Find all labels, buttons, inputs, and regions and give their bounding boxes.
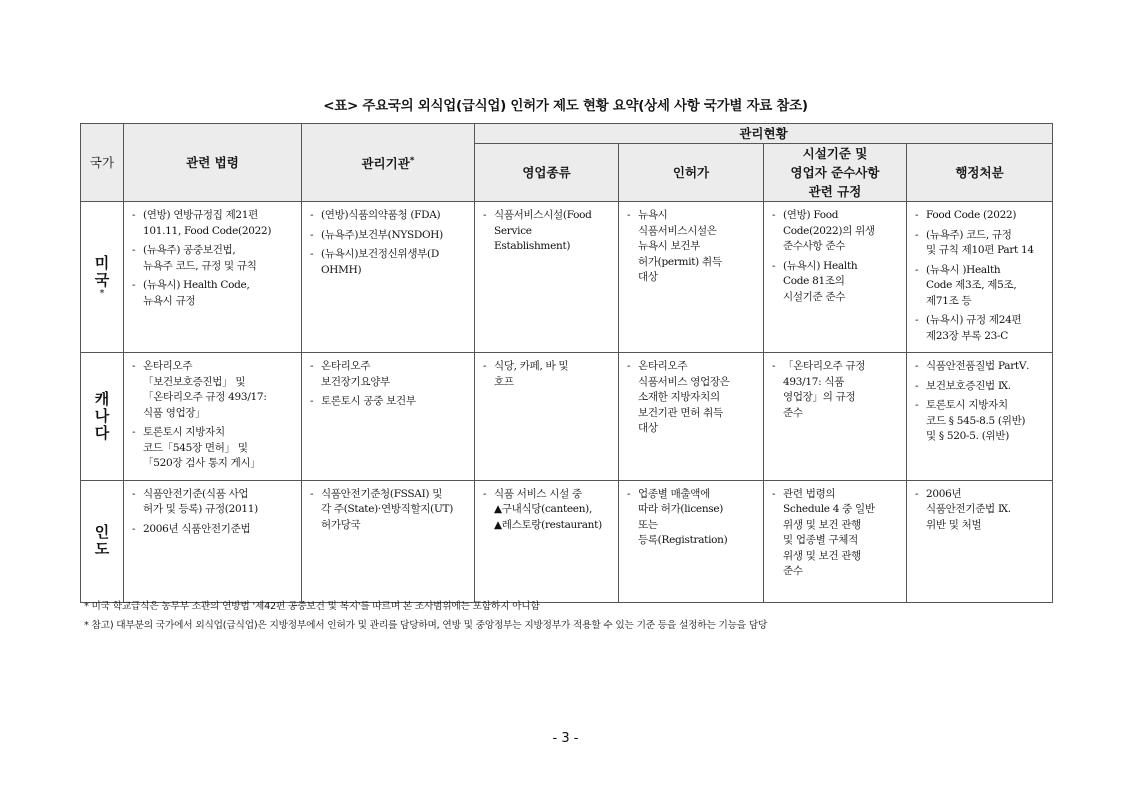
list-item: - 관련 법령의 Schedule 4 중 일반 위생 및 보건 관행 및 업종별 구체적 위생 및 보건 관행 준수 [771, 487, 900, 580]
law-cell [124, 353, 302, 481]
list-item: - (뉴욕시) Health Code 81조의 시설기준 준수 [771, 259, 900, 306]
agency-cell [302, 353, 475, 481]
table-row [81, 353, 1053, 481]
country-char: 미 [94, 254, 110, 272]
law-list [124, 481, 301, 546]
admin-cell [907, 202, 1053, 353]
admin-cell [907, 480, 1053, 602]
list-item: - Food Code (2022) [914, 208, 1046, 224]
header-law: 관련 법령 [124, 124, 302, 202]
list-item: - 업종별 매출액에 따라 허가(license) 또는 등록(Registration) [626, 487, 757, 549]
agency-cell [302, 480, 475, 602]
country-char: 국 [94, 271, 110, 289]
law-list [124, 202, 301, 317]
list-item: - 「온타리오주 규정 493/17: 식품 영업장」의 규정 준수 [771, 359, 900, 421]
header-admin: 행정처분 [907, 144, 1053, 202]
license-cell [619, 480, 764, 602]
list-item: - 식품안전품질법 PartⅤ. [914, 359, 1046, 375]
law-list [124, 353, 301, 480]
business-cell [475, 480, 619, 602]
business-list [475, 481, 618, 542]
list-item: - (뉴욕주) 코드, 규정 및 규칙 제10편 Part 14 [914, 228, 1046, 259]
list-item: - 토론토시 지방자치 코드 § 545-8.5 (위반) 및 § 520-5. (위반) [914, 398, 1046, 445]
country-cell [81, 480, 124, 602]
list-item: - 식당, 카페, 바 및 호프 [482, 359, 612, 390]
country-footnote-mark: * [99, 288, 105, 299]
list-item: - 식품 서비스 시설 중 ▲구내식당(canteen), ▲레스토랑(restaurant) [482, 487, 612, 534]
agency-cell [302, 202, 475, 353]
header-agency-mark: * [409, 155, 415, 166]
footnote-2: * 참고) 대부분의 국가에서 외식업(급식업)은 지방정부에서 인허가 및 관리를 담당하며, 연방 및 중앙정부는 지방정부가 적용할 수 있는 기준 등을 설정하는 기능을 담당 [84, 620, 768, 631]
page-number: - 3 - [552, 731, 579, 746]
table-row [81, 202, 1053, 353]
list-item: - (뉴욕주) 공중보건법, 뉴욕주 코드, 규정 및 규칙 [131, 243, 295, 274]
country-char: 나 [94, 406, 110, 425]
list-item: - (연방) 연방규정집 제21편 101.11, Food Code(2022) [131, 208, 295, 239]
list-item: - (뉴욕시) Health Code, 뉴욕시 규정 [131, 278, 295, 309]
license-cell [619, 353, 764, 481]
header-group: 관리현황 [475, 124, 1053, 144]
regulation-summary-table [80, 123, 1053, 603]
law-cell [124, 480, 302, 602]
admin-list [907, 353, 1052, 453]
admin-list [907, 481, 1052, 542]
facility-list [764, 353, 906, 429]
law-cell [124, 202, 302, 353]
country-cell [81, 202, 124, 353]
admin-list [907, 202, 1052, 352]
list-item: - (뉴욕시)보건정신위생부(D OHMH) [309, 247, 468, 278]
list-item: - (뉴욕주)보건부(NYSDOH) [309, 228, 468, 244]
license-list [619, 353, 763, 445]
list-item: - 온타리오주 보건장기요양부 [309, 359, 468, 390]
list-item: - (뉴욕시 )Health Code 제3조, 제5조, 제71조 등 [914, 263, 1046, 310]
list-item: - 온타리오주 「보건보호증진법」 및 「온타리오주 규정 493/17: 식품 영업장」 [131, 359, 295, 421]
facility-cell [764, 353, 907, 481]
business-cell [475, 353, 619, 481]
list-item: - 온타리오주 식품서비스 영업장은 소재한 지방자치의 보건기관 면허 취득 대상 [626, 359, 757, 437]
license-cell [619, 202, 764, 353]
agency-list [302, 481, 474, 542]
license-list [619, 481, 763, 557]
header-agency-label: 관리기관 [361, 156, 410, 172]
list-item: - 2006년 식품안전기준법 Ⅸ. 위반 및 처벌 [914, 487, 1046, 534]
license-list [619, 202, 763, 294]
header-agency [302, 124, 475, 202]
header-license: 인허가 [619, 144, 764, 202]
facility-cell [764, 480, 907, 602]
list-item: - 토론토시 지방자치 코드「545장 면허」 및 「520장 검사 통지 게시」 [131, 425, 295, 472]
list-item: - (연방)식품의약품청 (FDA) [309, 208, 468, 224]
country-cell [81, 353, 124, 481]
list-item: - 토론토시 공중 보건부 [309, 394, 468, 410]
facility-list [764, 202, 906, 313]
country-char: 캐 [94, 389, 110, 408]
business-list [475, 353, 618, 398]
list-item: - 식품안전기준청(FSSAI) 및 각 주(State)·연방직할지(UT) 허가당국 [309, 487, 468, 534]
country-char: 인 [94, 523, 110, 541]
country-char: 도 [94, 540, 110, 558]
country-char: 다 [94, 423, 110, 442]
list-item: - 식품서비스시설(Food Service Establishment) [482, 208, 612, 255]
list-item: - 뉴욕시 식품서비스시설은 뉴욕시 보건부 허가(permit) 취득 대상 [626, 208, 757, 286]
list-item: - 2006년 식품안전기준법 [131, 522, 295, 538]
business-list [475, 202, 618, 263]
header-country: 국가 [81, 124, 124, 202]
agency-list [302, 202, 474, 286]
business-cell [475, 202, 619, 353]
table-row [81, 480, 1053, 602]
facility-list [764, 481, 906, 588]
list-item: - 식품안전기준(식품 사업 허가 및 등록) 규정(2011) [131, 487, 295, 518]
admin-cell [907, 353, 1053, 481]
table-title: <표> 주요국의 외식업(급식업) 인허가 제도 현황 요약(상세 사항 국가별 자료 참조) [323, 98, 808, 114]
list-item: - (뉴욕시) 규정 제24편 제23장 부록 23-C [914, 313, 1046, 344]
facility-cell [764, 202, 907, 353]
header-facility: 시설기준 및 영업자 준수사항 관련 규정 [764, 144, 907, 202]
footnote-1: * 미국 학교급식은 농무부 소관의 연방법 '제42편 공중보건 및 복지'를 따르며 본 조사범위에는 포함하지 아니함 [84, 601, 540, 612]
list-item: - (연방) Food Code(2022)의 위생 준수사항 준수 [771, 208, 900, 255]
header-business: 영업종류 [475, 144, 619, 202]
agency-list [302, 353, 474, 418]
list-item: - 보건보호증진법 Ⅸ. [914, 379, 1046, 395]
